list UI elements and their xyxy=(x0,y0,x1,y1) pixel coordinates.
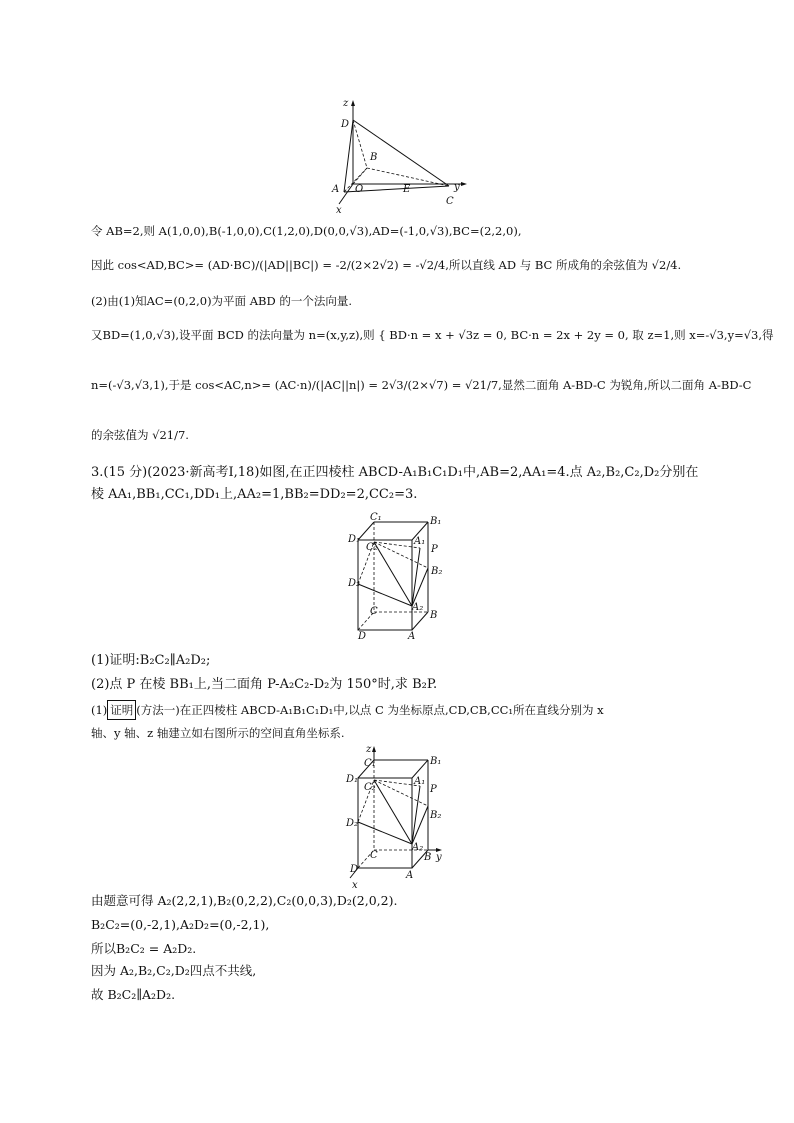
fig1-label-O: O xyxy=(355,184,364,195)
fig3-label-P: P xyxy=(430,784,437,795)
fig3-label-B1: B₁ xyxy=(430,756,442,767)
fig2-label-D2: D₂ xyxy=(348,578,361,589)
fig3-label-D2: D₂ xyxy=(346,818,359,829)
proof-part-label: (1) xyxy=(91,703,108,717)
fig3-label-x: x xyxy=(352,880,358,891)
fig2-label-C: C xyxy=(370,606,378,617)
proof-line-1 xyxy=(91,700,604,720)
proof-line-2: 轴、y 轴、z 轴建立如右图所示的空间直角坐标系. xyxy=(91,726,345,740)
proof-line-7: 故 B₂C₂∥A₂D₂. xyxy=(91,987,176,1002)
fig3-label-A: A xyxy=(406,870,414,881)
proof-line-4: B₂C₂=(0,-2,1),A₂D₂=(0,-2,1), xyxy=(91,917,270,932)
fig3-label-A1: A₁ xyxy=(414,776,426,787)
fig3-label-B: B xyxy=(424,852,432,863)
fig2-label-B1: B₁ xyxy=(430,516,442,527)
fig2-label-C1: C₁ xyxy=(370,512,382,523)
fig3-label-z: z xyxy=(366,744,372,755)
fig1-label-E: E xyxy=(403,184,411,195)
fig3-label-D: D xyxy=(350,864,359,875)
solution-line-4: 又BD=(1,0,√3),设平面 BCD 的法向量为 n=(x,y,z),则 { BD·n = x + √3z = 0, BC·n = 2x + 2y = 0, 取 z=1,则 x=-√3,y=√3,得 xyxy=(91,328,774,342)
figure-tetrahedron xyxy=(325,96,475,216)
fig2-label-B: B xyxy=(430,610,438,621)
fig1-label-x: x xyxy=(336,205,342,216)
proof-line-1-text: (方法一)在正四棱柱 ABCD-A₁B₁C₁D₁中,以点 C 为坐标原点,CD,CB,CC₁所在直线分别为 x xyxy=(136,703,604,717)
fig2-label-B2: B₂ xyxy=(431,566,443,577)
solution-line-2: 因此 cos<AD,BC>= (AD·BC)/(|AD||BC|) = -2/(2×2√2) = -√2/4,所以直线 AD 与 BC 所成角的余弦值为 √2/4. xyxy=(91,258,682,272)
fig3-label-A2: A₂ xyxy=(412,842,424,853)
fig1-label-A: A xyxy=(332,184,340,195)
fig3-label-D1: D₁ xyxy=(346,774,359,785)
fig1-label-y: y xyxy=(454,182,460,193)
solution-line-6: 的余弦值为 √21/7. xyxy=(91,428,189,442)
fig3-label-C1: C₁ xyxy=(364,758,376,769)
proof-line-3: 由题意可得 A₂(2,2,1),B₂(0,2,2),C₂(0,0,3),D₂(2,0,2). xyxy=(91,893,398,908)
solution-line-1: 令 AB=2,则 A(1,0,0),B(-1,0,0),C(1,2,0),D(0,0,√3),AD=(-1,0,√3),BC=(2,2,0), xyxy=(91,224,522,238)
solution-line-3: (2)由(1)知AC=(0,2,0)为平面 ABD 的一个法向量. xyxy=(91,294,352,308)
fig2-label-D: D xyxy=(358,631,367,642)
fig2-label-A1: A₁ xyxy=(414,536,426,547)
fig2-label-A: A xyxy=(408,631,416,642)
problem-3-line-1: 3.(15 分)(2023·新高考Ⅰ,18)如图,在正四棱柱 ABCD-A₁B₁C₁D₁中,AB=2,AA₁=4.点 A₂,B₂,C₂,D₂分别在 xyxy=(91,465,699,480)
fig1-label-C: C xyxy=(446,196,454,207)
proof-tag: 证明 xyxy=(107,700,136,720)
question-2: (2)点 P 在棱 BB₁上,当二面角 P-A₂C₂-D₂为 150°时,求 B₂P. xyxy=(91,677,438,692)
fig2-label-P: P xyxy=(431,544,438,555)
fig1-label-D: D xyxy=(341,119,350,130)
fig1-label-B: B xyxy=(370,152,378,163)
fig3-label-C2: C₂ xyxy=(364,782,376,793)
question-1: (1)证明:B₂C₂∥A₂D₂; xyxy=(91,653,211,668)
fig1-label-z: z xyxy=(343,98,349,109)
fig2-label-A2: A₂ xyxy=(412,602,424,613)
figure-prism xyxy=(348,510,448,642)
proof-line-5: 所以B₂C₂ = A₂D₂. xyxy=(91,941,197,956)
fig2-label-D1: D₁ xyxy=(348,534,361,545)
solution-line-5: n=(-√3,√3,1),于是 cos<AC,n>= (AC·n)/(|AC||n|) = 2√3/(2×√7) = √21/7,显然二面角 A-BD-C 为锐角,所以二面角 A-BD-C xyxy=(91,378,752,392)
proof-line-6: 因为 A₂,B₂,C₂,D₂四点不共线, xyxy=(91,963,257,978)
fig3-label-B2: B₂ xyxy=(430,810,442,821)
fig2-label-C2: C₂ xyxy=(366,542,378,553)
fig3-label-C: C xyxy=(370,850,378,861)
fig3-label-y: y xyxy=(436,852,442,863)
problem-3-line-2: 棱 AA₁,BB₁,CC₁,DD₁上,AA₂=1,BB₂=DD₂=2,CC₂=3. xyxy=(91,487,418,502)
figure-prism-axes xyxy=(340,744,450,892)
